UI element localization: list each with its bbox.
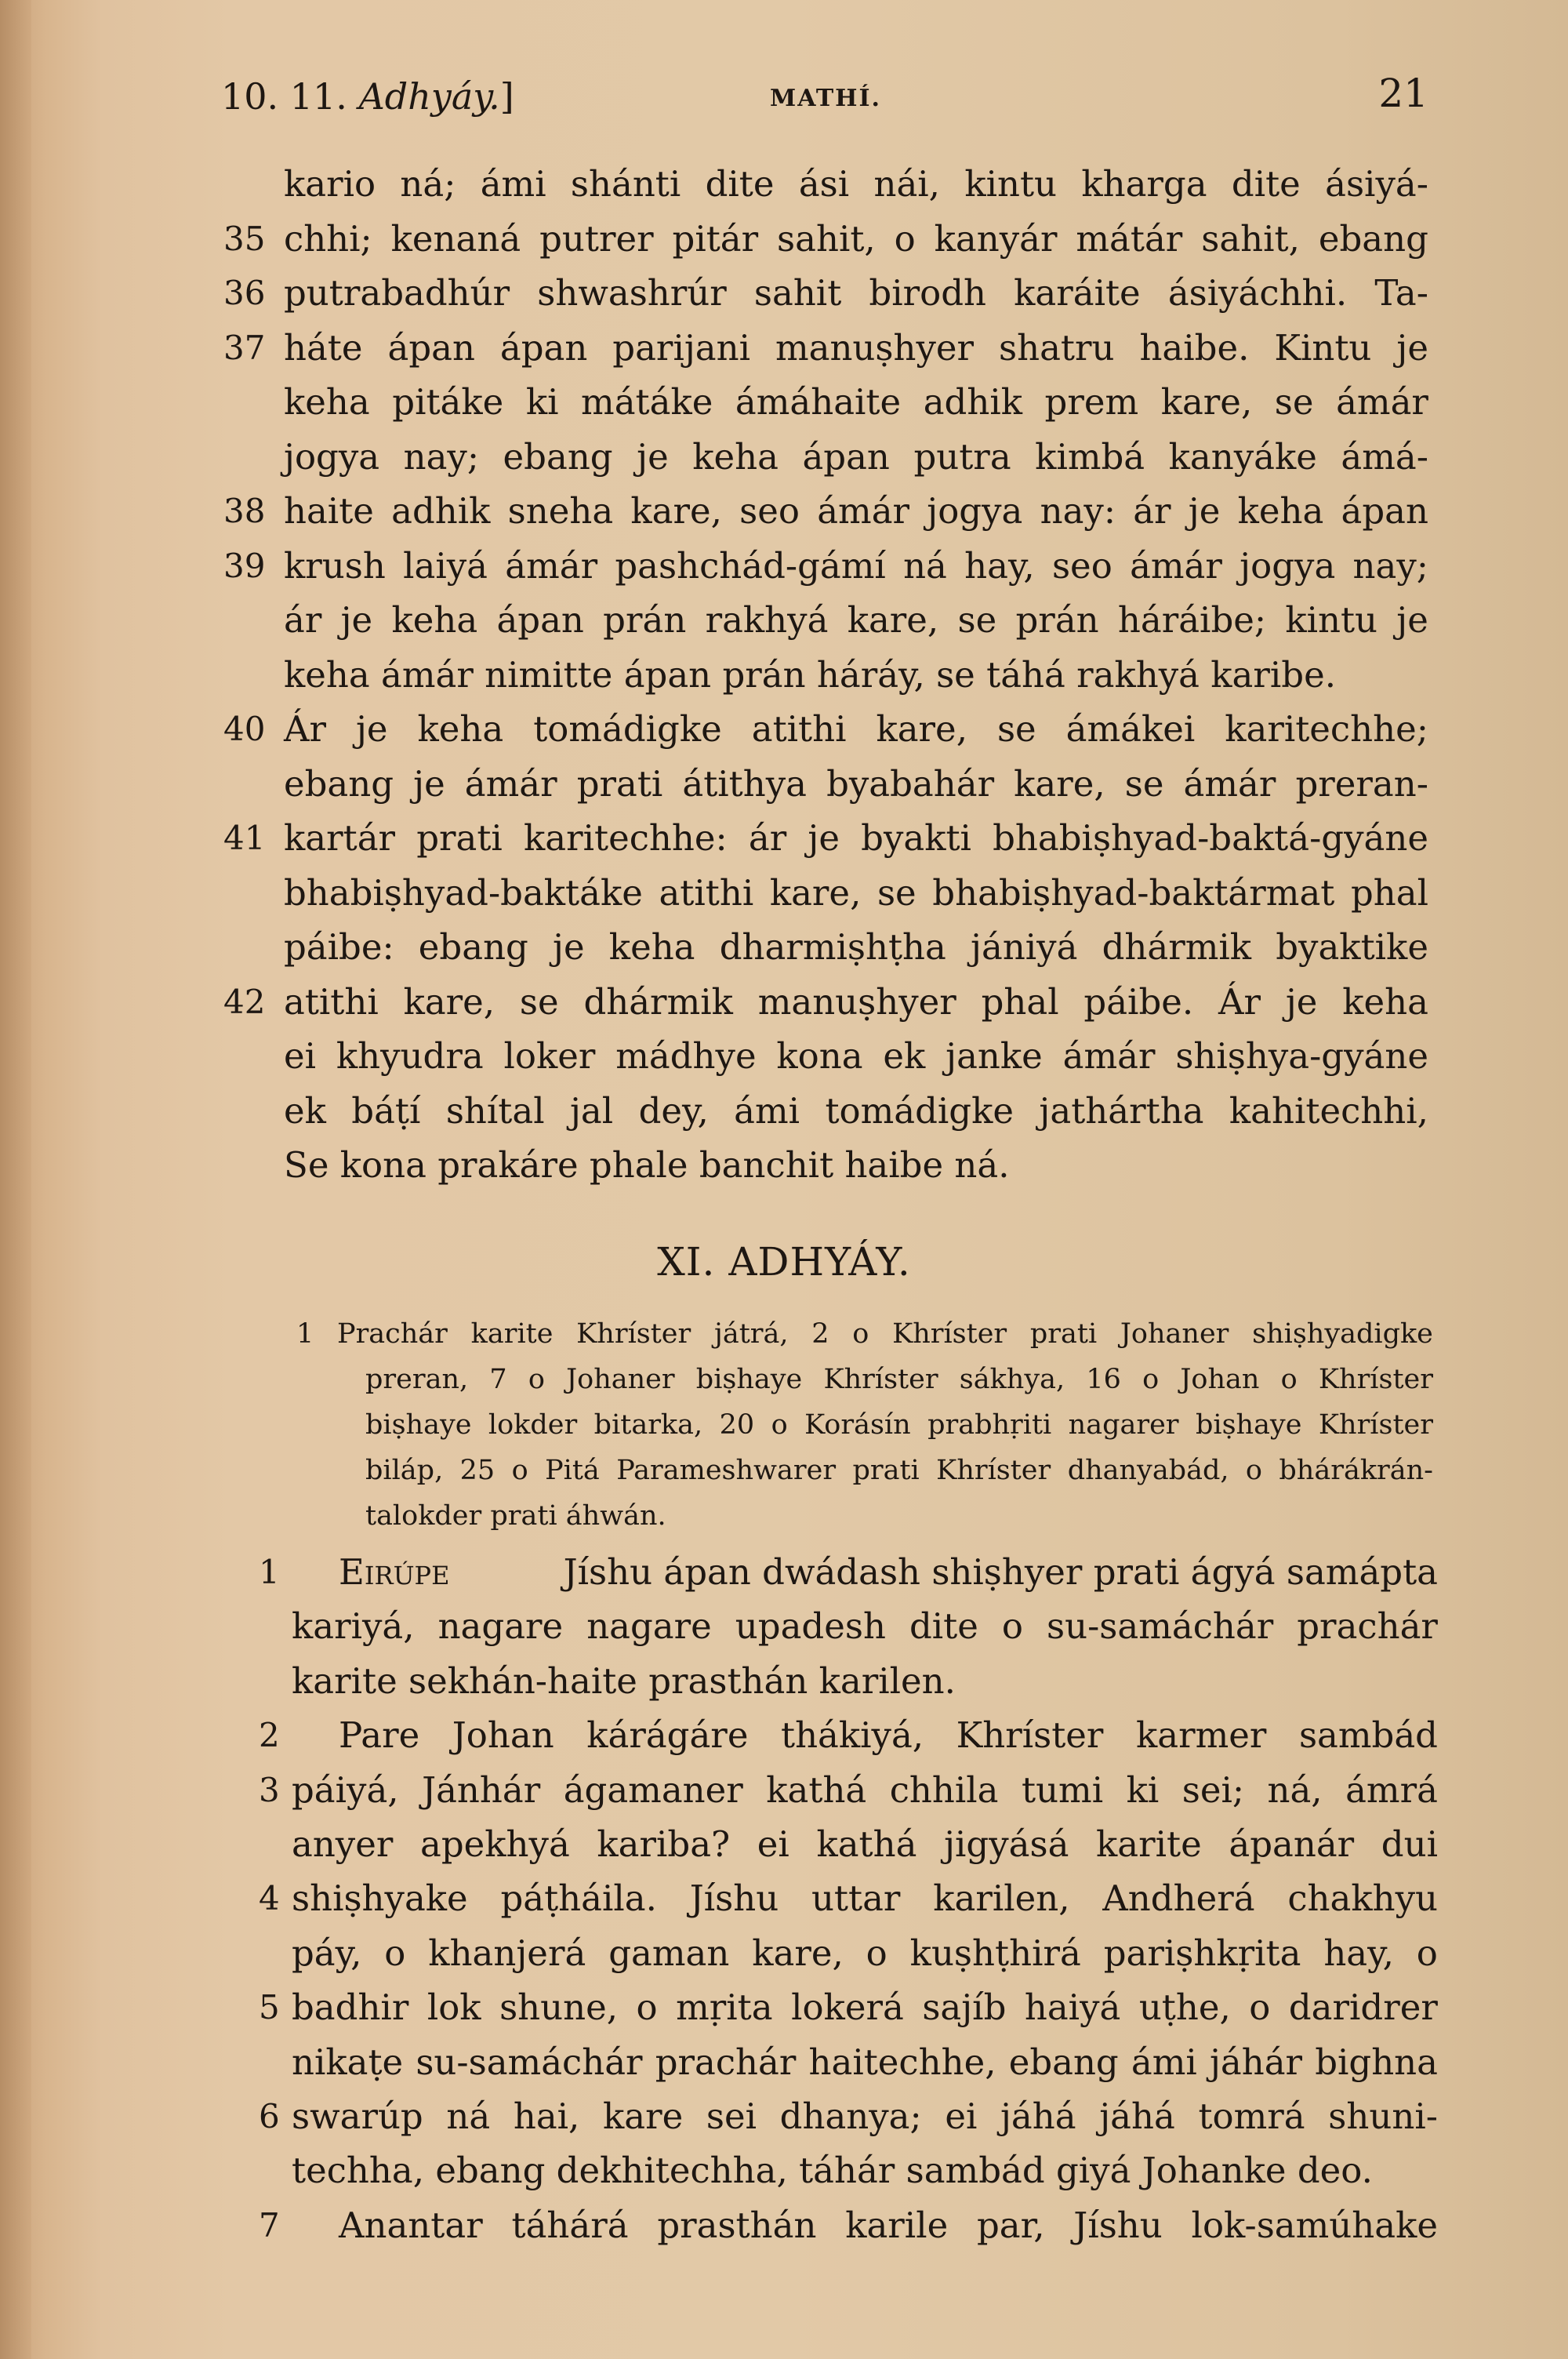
text-line [0,430,1568,485]
verse-number: 40 [223,710,266,748]
verse-text: putrabadhúr shwashrúr sahit birodh karáite ásiyáchhi. Ta- [284,272,1428,314]
text-line [0,975,1568,1030]
verse-text: bhabiṣhyad-baktáke atithi kare, se bhabiṣhyad-baktármat phal [284,871,1428,914]
chapter-11-title: XI. ADHYÁY. [657,1239,911,1285]
verse-text: swarúp ná hai, kare sei dhanya; ei jáhá jáhá tomrá shuni- [292,2095,1438,2137]
text-line [0,1763,1568,1818]
summary-line: preran, 7 o Johaner biṣhaye Khríster sákhya, 16 o Johan o Khríster [365,1364,1433,1395]
text-line [0,1654,1568,1709]
text-line [0,1708,1568,1763]
verse-text: páy, o khanjerá gaman kare, o kuṣhṭhirá pariṣhkṛita hay, o [292,1932,1438,1974]
text-line [0,484,1568,539]
verse-text: shiṣhyake páṭháila. Jíshu uttar karilen, Andherá chakhyu [292,1877,1438,1920]
verse-text: keha pitáke ki mátáke ámáhaite adhik prem kare, se ámár [284,381,1428,423]
verse-text: Anantar táhárá prasthán karile par, Jíshu lok-samúhake [339,2204,1438,2246]
verse-text: páiyá, Jánhár ágamaner kathá chhila tumi ki sei; ná, ámrá [292,1768,1438,1811]
text-line [0,157,1568,212]
text-line [0,1545,1568,1600]
text-line [0,1599,1568,1654]
text-line [0,702,1568,757]
text-line [0,593,1568,648]
bracket: ] [499,75,514,118]
verse-text: nikaṭe su-samáchár prachár haitechhe, ebang ámi jáhár bighna [292,2041,1438,2083]
text-line [0,2089,1568,2144]
book-title: MATHÍ. [770,85,881,112]
verse-text: Eirúpe Jíshu ápan dwádash shiṣhyer prati ágyá samápta [339,1545,1438,1600]
verse-text: páibe: ebang je keha dharmiṣhṭha jániyá dhármik byaktike [284,926,1428,968]
verse-text: haite adhik sneha kare, seo ámár jogya nay: ár je keha ápan [284,490,1428,532]
verse-text: techha, ebang dekhitechha, táhár sambád giyá Johanke deo. [292,2150,1373,2192]
chapter-numbers: 10. 11. [221,75,347,118]
verse-text: Ár je keha tomádigke atithi kare, se ámákei karitechhe; [284,708,1428,750]
verse-text: Pare Johan kárágáre thákiyá, Khríster karmer sambád [339,1714,1438,1757]
verse-text: kartár prati karitechhe: ár je byakti bhabiṣhyad-baktá-gyáne [284,817,1428,859]
text-line [0,920,1568,975]
text-line [0,2143,1568,2198]
text-line [0,375,1568,430]
text-line [0,866,1568,921]
verse-number: 3 [259,1770,280,1809]
text-line [0,1980,1568,2035]
text-line [0,1029,1568,1084]
text-line [0,757,1568,812]
verse-text: atithi kare, se dhármik manuṣhyer phal páibe. Ár je keha [284,980,1428,1023]
summary-line: biláp, 25 o Pitá Parameshwarer prati Khríster dhanyabád, o bhárákrán- [365,1455,1433,1486]
verse-number: 41 [223,819,266,857]
verse-text: ebang je ámár prati átithya byabahár kare, se ámár preran- [284,762,1428,805]
summary-line: talokder prati áhwán. [365,1500,666,1532]
verse-number: 2 [259,1716,280,1755]
verse-number: 42 [223,982,266,1021]
text-line [0,266,1568,321]
summary-line: biṣhaye lokder bitarka, 20 o Korásín prabhṛiti nagarer biṣhaye Khríster [365,1409,1433,1441]
verse-number: 39 [223,546,266,585]
text-line [0,1084,1568,1139]
verse-text: kariyá, nagare nagare upadesh dite o su-samáchár prachár [292,1605,1438,1648]
verse-text: chhi; kenaná putrer pitár sahit, o kanyár mátár sahit, ebang [284,217,1428,260]
verse-number: 4 [259,1879,280,1918]
verse-text: anyer apekhyá kariba? ei kathá jigyásá karite ápanár dui [292,1823,1438,1865]
text-line [0,811,1568,866]
page-number: 21 [1378,71,1428,116]
verse-number: 35 [223,219,266,258]
text-line [0,321,1568,376]
verse-text: krush laiyá ámár pashchád-gámí ná hay, seo ámár jogya nay; [284,544,1428,587]
verse-number: 5 [259,1988,280,2027]
verse-number: 1 [259,1553,280,1591]
running-header [221,61,1428,124]
verse-text: ár je keha ápan prán rakhyá kare, se prán háráibe; kintu je [284,599,1428,641]
verse-text: ek báṭí shítal jal dey, ámi tomádigke jathártha kahitechhi, [284,1089,1428,1132]
chapter-word: Adhyáy. [358,75,500,118]
text-line [0,2198,1568,2253]
drop-word: Eirúpe [339,1551,461,1593]
verse-number: 38 [223,492,266,530]
verse-number: 36 [223,274,266,312]
verse-number: 7 [259,2205,280,2245]
text-line [0,2035,1568,2090]
verse-text: ei khyudra loker mádhye kona ek janke ámár shiṣhya-gyáne [284,1035,1428,1077]
verse-text: Se kona prakáre phale banchit haibe ná. [284,1144,1010,1186]
verse-text: jogya nay; ebang je keha ápan putra kimbá kanyáke ámá- [284,435,1428,478]
text-line [0,1817,1568,1872]
verse-text: karite sekhán-haite prasthán karilen. [292,1659,956,1702]
chapter-range [221,75,514,118]
text-line [0,212,1568,267]
verse-text: kario ná; ámi shánti dite ási nái, kintu kharga dite ásiyá- [284,163,1428,205]
verse-number: 37 [223,328,266,367]
text-line [0,648,1568,703]
verse-text: háte ápan ápan parijani manuṣhyer shatru haibe. Kintu je [284,326,1428,369]
verse-text: keha ámár nimitte ápan prán háráy, se táhá rakhyá karibe. [284,653,1337,696]
text-line [0,1871,1568,1926]
summary-line: 1 Prachár karite Khríster játrá, 2 o Khríster prati Johaner shiṣhyadigke [296,1318,1433,1350]
verse-number: 6 [259,2097,280,2135]
text-line [0,1138,1568,1193]
text-line [0,1926,1568,1981]
text-line [0,539,1568,594]
verse-text: badhir lok shune, o mṛita lokerá sajíb haiyá uṭhe, o daridrer [292,1986,1438,2029]
